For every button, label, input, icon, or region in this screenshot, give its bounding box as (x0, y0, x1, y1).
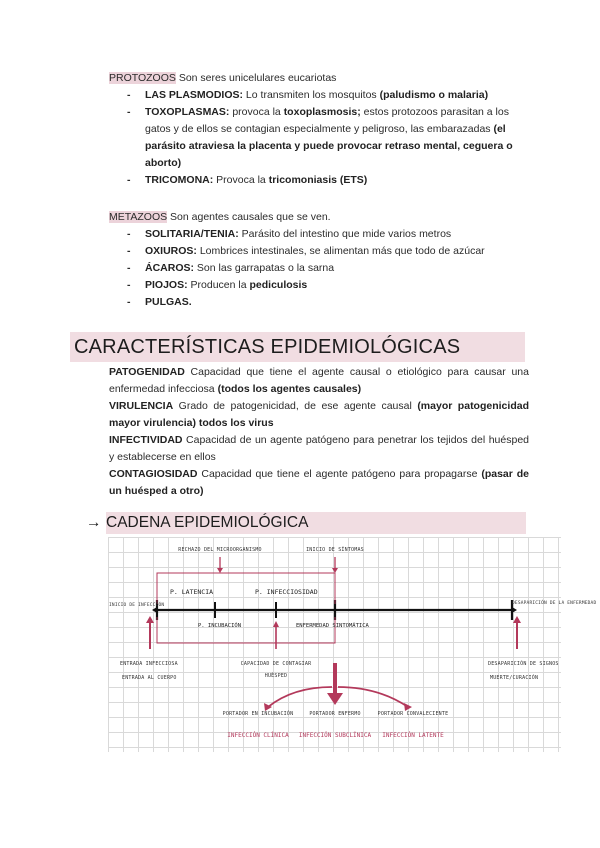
note-portador-enfermo: PORTADOR ENFERMO (309, 711, 361, 717)
arrow-icon: → (86, 514, 102, 531)
list-item: - TRICOMONA: Provoca la tricomoniasis (ETS) (109, 172, 529, 189)
note-portador-convaleciente: PORTADOR CONVALECIENTE (377, 711, 449, 717)
note-portador-incubacion: PORTADOR EN INCUBACIÓN (222, 711, 294, 717)
metazoos-term: METAZOOS (109, 211, 168, 223)
label-incubacion: P. INCUBACIÓN (198, 623, 242, 629)
note-capacidad-contagiar: CAPACIDAD DE CONTAGIAR (240, 661, 312, 667)
timeline-svg (108, 537, 561, 752)
list-item: - PIOJOS: Producen la pediculosis (109, 277, 529, 294)
list-item: - SOLITARIA/TENIA: Parásito del intestino que mide varios metros (109, 226, 529, 243)
note-infeccion-latente: INFECCIÓN LATENTE (382, 732, 444, 739)
arrow-curve-right (338, 687, 408, 707)
note-infeccion-subclinica: INFECCIÓN SUBCLÍNICA (298, 732, 372, 739)
note-muerte-curacion: MUERTE/CURACIÓN (490, 675, 539, 681)
heading-caracteristicas: CARACTERÍSTICAS EPIDEMIOLÓGICAS (70, 332, 525, 362)
cadena-diagram (108, 537, 597, 752)
protozoos-term: PROTOZOOS (109, 72, 176, 84)
note-inicio-infeccion: INICIO DE INFECCIÓN (109, 603, 165, 608)
metazoos-section (109, 209, 529, 311)
note-huesped: HUÉSPED (264, 673, 288, 679)
arrow-curve-left (268, 687, 332, 707)
label-latencia: P. LATENCIA (170, 588, 214, 596)
note-infeccion-clinica: INFECCIÓN CLÍNICA (227, 732, 289, 739)
heading-cadena (86, 512, 526, 534)
note-entrada-cuerpo: ENTRADA AL CUERPO (122, 675, 177, 681)
metazoos-desc: Son agentes causales que se ven. (167, 211, 331, 223)
definition-virulencia: VIRULENCIA Grado de patogenicidad, de ese agente causal (mayor patogenicidad mayor virulencia) todos los virus (109, 400, 529, 429)
note-desaparicion-signos: DESAPARICIÓN DE SIGNOS (488, 661, 559, 667)
heading-cadena-text: CADENA EPIDEMIOLÓGICA (106, 514, 309, 531)
definition-contagiosidad: CONTAGIOSIDAD Capacidad que tiene el agente patógeno para propagarse (pasar de un huésped a otro) (109, 468, 530, 497)
list-item: - ÁCAROS: Son las garrapatas o la sarna (109, 260, 529, 277)
label-infecciosidad: P. INFECCIOSIDAD (255, 588, 318, 596)
list-item: - OXIUROS: Lombrices intestinales, se alimentan más que todo de azúcar (109, 243, 529, 260)
list-item: - LAS PLASMODIOS: Lo transmiten los mosquitos (paludismo o malaria) (109, 87, 529, 104)
note-rechazo: RECHAZO DEL MICROORGANISMO (178, 547, 262, 553)
bottom-bracket (157, 617, 335, 643)
definition-patogenidad: PATOGENIDAD Capacidad que tiene el agente causal o etiológico para causar una enfermedad infecciosa (todos los agentes causales) (109, 366, 529, 395)
label-enfermedad: ENFERMEDAD SINTOMÁTICA (296, 623, 369, 629)
protozoos-section (109, 70, 529, 189)
note-desaparicion: DESAPARICIÓN DE LA ENFERMEDAD (512, 601, 597, 606)
protozoos-desc: Son seres unicelulares eucariotas (175, 72, 337, 84)
list-item: - PULGAS. (109, 294, 529, 311)
note-inicio-sintomas: INICIO DE SÍNTOMAS (306, 547, 364, 553)
list-item: - TOXOPLASMAS: provoca la toxoplasmosis; estos protozoos parasitan a los gatos y de ellos se contagian especialmente y peligroso, las embarazadas (el parásito atraviesa la placenta y puede provocar retraso mental, ceguera o aborto) (109, 104, 529, 172)
definitions (109, 364, 529, 500)
note-entrada-infecciosa: ENTRADA INFECCIOSA (120, 661, 178, 667)
definition-infectividad: INFECTIVIDAD Capacidad de un agente patógeno para penetrar los tejidos del huésped y establecerse en ellos (109, 434, 529, 463)
